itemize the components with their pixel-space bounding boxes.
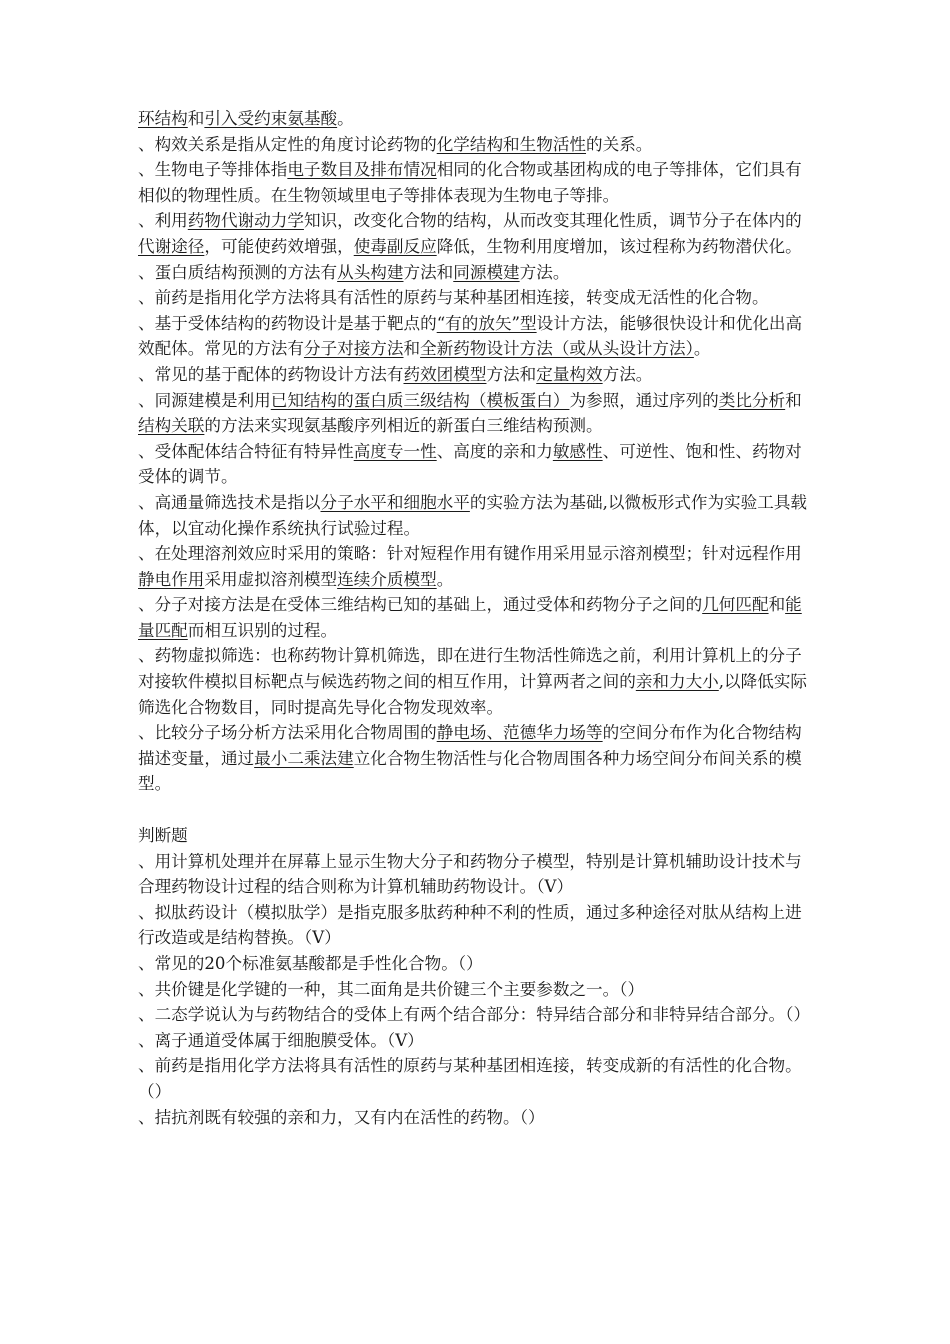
paragraph-text: 和 [187, 109, 205, 128]
paragraph-text: 、分子对接方法是在受体三维结构已知的基础上，通过受体和药物分子之间的 [138, 595, 703, 615]
paragraph-text: 的关系。 [586, 134, 653, 154]
fill-in-answers [138, 106, 818, 797]
answer-text: 类比分析 [718, 390, 786, 410]
paragraph-text: 、基于受体结构的药物设计是基于靶点的 [138, 313, 437, 333]
paragraph-text: 、生物电子等排体指 [138, 160, 288, 180]
judgement-question: 、常见的20个标准氨基酸都是手性化合物。（） [138, 954, 483, 973]
paragraph-text: 、构效关系是指从定性的角度讨论药物的 [138, 134, 437, 154]
fill-in-paragraph [138, 260, 818, 286]
answer-text: 代谢途径 [138, 236, 205, 256]
paragraph-text: 、药物虚拟筛选：也称药物计算机筛选，即在进行生物活性筛选之前，利用计算机上的分子对接软件模拟目标靶点与候选药物之间的相互作用，计算两者之间的 [138, 646, 802, 692]
fill-in-paragraph [138, 720, 818, 797]
document-body [138, 106, 818, 1130]
answer-text: 引入受约束氨基酸 [204, 109, 338, 128]
paragraph-text: 和 [403, 339, 421, 359]
answer-text: 几何匹配 [702, 595, 769, 615]
paragraph-text: ,以降低实际筛选化合物数目，同时提高先导化合物发现效率。 [138, 672, 808, 717]
answer-text: 静电作用 [138, 569, 205, 589]
judgement-question: 、离子通道受体属于细胞膜受体。（V） [138, 1030, 424, 1050]
paragraph-text: 的实验方法为基础,以微板形式作为实验工具载体，以宜动化操作系统执行试验过程。 [138, 492, 808, 538]
answer-text: 化学结构和生物活性 [436, 134, 587, 154]
answer-text: 敏感性 [552, 441, 603, 461]
answer-text: 全新药物设计方法（或从头设计方法） [420, 339, 694, 359]
paragraph-text: 。 [337, 109, 354, 128]
answer-text: 使毒副反应 [353, 236, 437, 256]
paragraph-text: 、比较分子场分析方法采用化合物周围的 [138, 723, 437, 743]
fill-in-paragraph [138, 490, 818, 541]
paragraph-text: 设计方法，能够很快设计和优化出高效配体。常见的方法有 [138, 313, 803, 359]
fill-in-paragraph [138, 311, 818, 362]
paragraph-text: 的空间分布作为化合物结构描述变量，通过 [138, 723, 802, 768]
paragraph-text: 为参照，通过序列的 [569, 390, 719, 410]
paragraph-text: 方法。 [602, 364, 653, 384]
paragraph-text: 。 [693, 339, 711, 359]
fill-in-paragraph [138, 106, 818, 132]
paragraph-text: 和 [768, 595, 786, 615]
paragraph-text: 、在处理溶剂效应时采用的策略：针对短程作用有键作用采用显示溶剂模型；针对远程作用 [138, 544, 802, 564]
answer-text: 定量构效 [536, 364, 603, 384]
paragraph-text: 降低，生物利用度增加，该过程称为药物潜伏化。 [436, 236, 802, 256]
paragraph-text: 方法和 [403, 262, 454, 282]
answer-text: 高度专一性 [353, 441, 437, 461]
judgement-question: 、前药是指用化学方法将具有活性的原药与某种基团相连接，转变成新的有活性的化合物。（） [138, 1056, 802, 1101]
paragraph-text: ，可能使药效增强， [204, 236, 354, 256]
paragraph-text: 相同的化合物或基团构成的电子等排体，它们具有相似的物理性质。在生物领域里电子等排体表现为生物电子等排。 [138, 160, 802, 205]
answer-text: 环结构 [138, 109, 188, 128]
answer-text: 静电场、范德华力场等 [436, 723, 603, 743]
paragraph-text: 、高通量筛选技术是指以 [138, 492, 321, 512]
section-title: 判断题 [138, 826, 188, 846]
answer-text: 最小二乘法建 [254, 748, 354, 768]
paragraph-text: 方法和 [486, 364, 537, 384]
paragraph-text: 知识，改变化合物的结构，从而改变其理化性质，调节分子在体内的 [303, 211, 802, 231]
answer-text: 结构关联 [138, 416, 205, 436]
fill-in-paragraph [138, 208, 818, 259]
fill-in-paragraph [138, 643, 818, 720]
fill-in-paragraph [138, 541, 818, 592]
paragraph-text: 、高度的亲和力 [436, 441, 553, 461]
paragraph-text: 的方法来实现氨基酸序列相近的新蛋白三维结构预测。 [204, 416, 603, 436]
answer-text: 连续介质模型 [337, 569, 437, 589]
fill-in-paragraph [138, 388, 818, 439]
paragraph-text: 、同源建模是利用 [138, 390, 271, 410]
paragraph-text: 、前药是指用化学方法将具有活性的原药与某种基团相连接，转变成无活性的化合物。 [138, 288, 769, 308]
answer-text: 能量匹配 [138, 595, 802, 640]
paragraph-text: 、蛋白质结构预测的方法有 [138, 262, 338, 282]
paragraph-text: 、常见的基于配体的药物设计方法有 [138, 364, 404, 384]
fill-in-paragraph [138, 285, 818, 311]
answer-text: 从头构建 [337, 262, 404, 282]
paragraph-text: 方法。 [519, 262, 570, 282]
answer-text: 同源模建 [453, 262, 520, 282]
judgement-question: 、二态学说认为与药物结合的受体上有两个结合部分：特异结合部分和非特异结合部分。（） [138, 1005, 811, 1025]
answer-text: “有的放矢”型 [436, 313, 537, 333]
fill-in-paragraph [138, 157, 818, 208]
fill-in-paragraph [138, 132, 818, 158]
paragraph-text: 、可逆性、饱和性、药物对受体的调节。 [138, 441, 802, 487]
paragraph-text: 、利用 [138, 211, 188, 231]
paragraph-text: 立化合物生物活性与化合物周围各种力场空间分布间关系的模型。 [138, 748, 802, 794]
paragraph-text: 采用虚拟溶剂模型 [204, 569, 338, 589]
judgement-questions [138, 849, 818, 1131]
answer-text: 分子水平和细胞水平 [320, 492, 470, 512]
fill-in-paragraph [138, 362, 818, 388]
paragraph-text: 、受体配体结合特征有特异性 [138, 441, 354, 461]
answer-text: 药物代谢动力学 [187, 211, 304, 231]
answer-text: 亲和力大小 [635, 672, 719, 692]
paragraph-text: 和 [785, 390, 802, 410]
fill-in-paragraph [138, 439, 818, 490]
judgement-question: 、拟肽药设计（模拟肽学）是指克服多肽药种种不利的性质，通过多种途径对肽从结构上进行改造或是结构替换。（V） [138, 902, 802, 948]
judgement-question: 、共价键是化学键的一种，其二面角是共价键三个主要参数之一。（） [138, 979, 645, 999]
answer-text: 电子数目及排布情况 [287, 160, 437, 180]
judgement-question: 、拮抗剂既有较强的亲和力，又有内在活性的药物。（） [138, 1107, 545, 1127]
answer-text: 已知结构的蛋白质三级结构（模板蛋白） [270, 390, 570, 410]
judgement-question: 、用计算机处理并在屏幕上显示生物大分子和药物分子模型，特别是计算机辅助设计技术与合理药物设计过程的结合则称为计算机辅助药物设计。（V） [138, 851, 802, 897]
answer-text: 药效团模型 [403, 364, 487, 384]
answer-text: 分子对接方法 [303, 339, 404, 359]
paragraph-text: 而相互识别的过程。 [187, 620, 338, 640]
fill-in-paragraph [138, 592, 818, 643]
paragraph-text: 。 [436, 569, 454, 589]
